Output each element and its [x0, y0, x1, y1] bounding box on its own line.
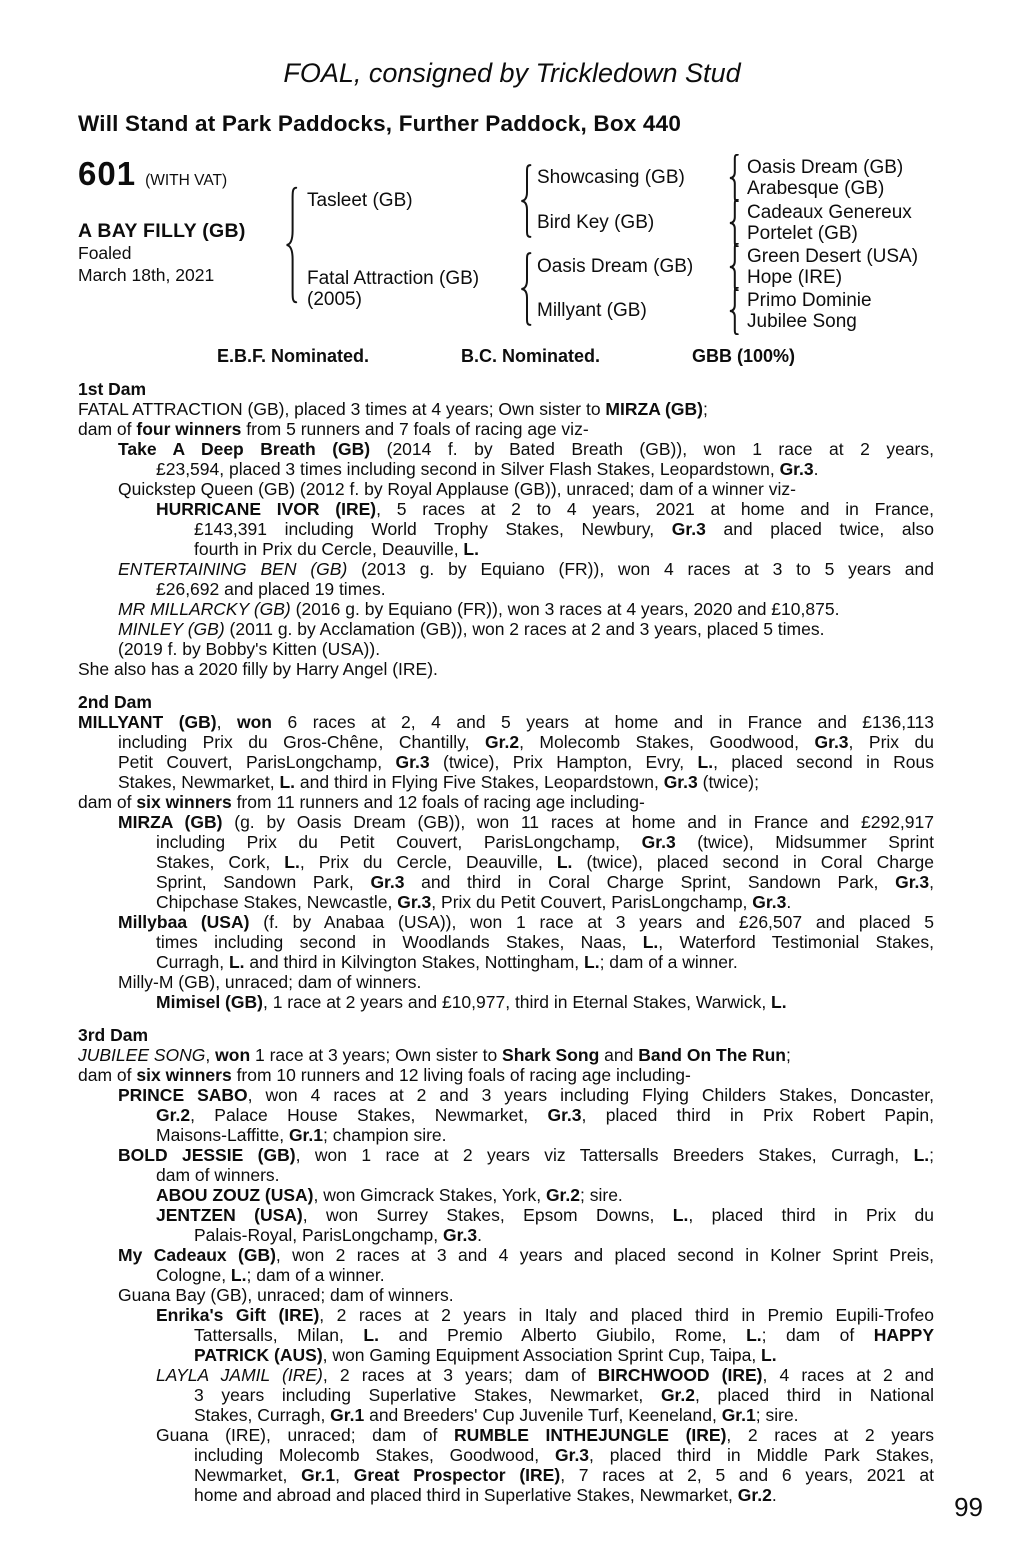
dam-dam-sire: Primo Dominie: [747, 290, 872, 311]
text-line: Tattersalls, Milan, L. and Premio Alberto Giubilo, Rome, L.; dam of HAPPY: [194, 1325, 935, 1345]
text-line: PRINCE SABO, won 4 races at 2 and 3 years including Flying Childers Stakes, Doncaster,: [118, 1085, 934, 1105]
text-line: £23,594, placed 3 times including second in Silver Flash Stakes, Leopardstown, Gr.3.: [156, 459, 819, 479]
text-line: dam of six winners from 11 runners and 12 foals of racing age including-: [78, 792, 645, 812]
text-line: dam of six winners from 10 runners and 12 living foals of racing age including-: [78, 1065, 691, 1085]
dam-heading: 1st Dam: [78, 379, 147, 399]
text-line: JENTZEN (USA), won Surrey Stakes, Epsom Downs, L., placed third in Prix du: [156, 1205, 934, 1225]
text-line: dam of winners.: [156, 1165, 280, 1185]
text-line: Sprint, Sandown Park, Gr.3 and third in Coral Charge Sprint, Sandown Park, Gr.3,: [156, 872, 935, 892]
text-line: Stakes, Newmarket, L. and third in Flying Five Stakes, Leopardstown, Gr.3 (twice);: [118, 772, 759, 792]
horse-entry: [78, 1185, 934, 1205]
text-line: home and abroad and placed third in Superlative Stakes, Newmarket, Gr.2.: [194, 1485, 777, 1505]
horse-entry: [78, 1245, 934, 1285]
text-line: MINLEY (GB) (2011 g. by Acclamation (GB)), won 2 races at 2 and 3 years, placed 5 times.: [118, 619, 825, 639]
text-line: including Molecomb Stakes, Goodwood, Gr.3, placed third in Middle Park Stakes,: [194, 1445, 934, 1465]
sire-brace: [518, 164, 533, 238]
sire-dam-name: Bird Key (GB): [537, 212, 655, 233]
text-line: including Prix du Petit Couvert, ParisLongchamp, Gr.3 (twice), Midsummer Sprint: [156, 832, 934, 852]
text-line: Stakes, Cork, L., Prix du Cercle, Deauville, L. (twice), placed second in Coral Charge: [156, 852, 934, 872]
text-line: MR MILLARCKY (GB) (2016 g. by Equiano (FR)), won 3 races at 4 years, 2020 and £10,875.: [118, 599, 840, 619]
page-number: 99: [954, 1492, 983, 1522]
horse-entry: [78, 499, 934, 559]
dam-dam-dam: Jubilee Song: [747, 311, 857, 332]
text-line: FATAL ATTRACTION (GB), placed 3 times at 4 years; Own sister to MIRZA (GB);: [78, 399, 708, 419]
horse-entry: [78, 1085, 934, 1145]
text-line: MILLYANT (GB), won 6 races at 2, 4 and 5 years at home and in France and £136,113: [78, 712, 934, 732]
text-line: ABOU ZOUZ (USA), won Gimcrack Stakes, York, Gr.2; sire.: [156, 1185, 623, 1205]
horse-entry: [78, 1205, 934, 1245]
nomination-bc: B.C. Nominated.: [460, 346, 600, 366]
text-line: Quickstep Queen (GB) (2012 f. by Royal Applause (GB)), unraced; dam of a winner viz-: [118, 479, 796, 499]
dam-sire-dam: Hope (IRE): [747, 267, 843, 288]
text-line: Petit Couvert, ParisLongchamp, Gr.3 (twice), Prix Hampton, Evry, L., placed second in Rous: [118, 752, 934, 772]
vat-note: (WITH VAT): [145, 172, 228, 189]
text-line: Mimisel (GB), 1 race at 2 years and £10,977, third in Eternal Stakes, Warwick, L.: [156, 992, 787, 1012]
text-line: Maisons-Laffitte, Gr.1; champion sire.: [156, 1125, 447, 1145]
horse-name: A BAY FILLY (GB): [78, 220, 246, 242]
text-line: MIRZA (GB) (g. by Oasis Dream (GB)), won 11 races at home and in France and £292,917: [118, 812, 934, 832]
sire-sire-dam: Arabesque (GB): [747, 178, 885, 199]
dam-heading: 2nd Dam: [78, 692, 152, 712]
sire-dam-sire: Cadeaux Genereux: [747, 202, 912, 223]
dam-name: Fatal Attraction (GB): [307, 268, 480, 289]
dam-heading: 3rd Dam: [78, 1025, 149, 1045]
horse-entry: [78, 639, 934, 659]
text-line: Newmarket, Gr.1, Great Prospector (IRE), 7 races at 2, 5 and 6 years, 2021 at: [194, 1465, 935, 1485]
horse-entry: [78, 812, 934, 912]
horse-entry: [78, 972, 934, 992]
sire-dam-dam: Portelet (GB): [747, 223, 858, 244]
horse-entry: [78, 712, 934, 792]
horse-entry: [78, 912, 934, 972]
horse-entry: [78, 792, 934, 812]
horse-entry: [78, 1425, 934, 1505]
horse-entry: [78, 1365, 934, 1425]
horse-entry: [78, 1285, 934, 1305]
stand-location: Will Stand at Park Paddocks, Further Paddock, Box 440: [78, 111, 682, 136]
foaled-label: Foaled: [78, 243, 132, 263]
text-line: (2019 f. by Bobby's Kitten (USA)).: [118, 639, 381, 659]
horse-entry: [78, 1045, 934, 1065]
dam-section: [78, 379, 934, 679]
sire-sire-brace: [727, 154, 740, 202]
text-line: times including second in Woodlands Stakes, Naas, L., Waterford Testimonial Stakes,: [156, 932, 934, 952]
horse-entry: [78, 399, 934, 419]
body-text: [78, 346, 934, 1505]
horse-entry: [78, 599, 934, 619]
foaled-block: [78, 243, 214, 286]
text-line: Palais-Royal, ParisLongchamp, Gr.3.: [194, 1225, 482, 1245]
horse-entry: [78, 439, 934, 479]
horse-entry: [78, 659, 934, 679]
text-line: Gr.2, Palace House Stakes, Newmarket, Gr.3, placed third in Prix Robert Papin,: [156, 1105, 934, 1125]
text-line: Milly-M (GB), unraced; dam of winners.: [118, 972, 422, 992]
horse-entry: [78, 992, 934, 1012]
dam-section: [78, 1025, 934, 1505]
dam-dam-brace: [727, 287, 740, 335]
text-line: Chipchase Stakes, Newcastle, Gr.3, Prix du Petit Couvert, ParisLongchamp, Gr.3.: [156, 892, 792, 912]
horse-entry: [78, 1145, 934, 1185]
text-line: 3 years including Superlative Stakes, Newmarket, Gr.2, placed third in National: [194, 1385, 935, 1405]
dam-section: [78, 692, 934, 1012]
dam-year: (2005): [307, 289, 362, 310]
text-line: dam of four winners from 5 runners and 7 foals of racing age viz-: [78, 419, 589, 439]
text-line: Stakes, Curragh, Gr.1 and Breeders' Cup Juvenile Turf, Keeneland, Gr.1; sire.: [194, 1405, 799, 1425]
text-line: £26,692 and placed 19 times.: [156, 579, 386, 599]
dam-brace: [518, 252, 533, 326]
text-line: Cologne, L.; dam of a winner.: [156, 1265, 385, 1285]
text-line: including Prix du Gros-Chêne, Chantilly, Gr.2, Molecomb Stakes, Goodwood, Gr.3, Prix du: [118, 732, 934, 752]
horse-entry: [78, 479, 934, 499]
sire-sire-sire: Oasis Dream (GB): [747, 157, 904, 178]
text-line: Guana Bay (GB), unraced; dam of winners.: [118, 1285, 454, 1305]
pedigree-brace-gen1: [283, 186, 299, 304]
dam-dam-name: Millyant (GB): [537, 300, 647, 321]
text-line: Millybaa (USA) (f. by Anabaa (USA)), won 1 race at 3 years and £26,507 and placed 5: [118, 912, 934, 932]
horse-entry: [78, 619, 934, 639]
lot-line: [78, 157, 227, 190]
page-title: FOAL, consigned by Trickledown Stud: [283, 58, 741, 88]
sire-name: Tasleet (GB): [307, 190, 413, 211]
foaled-date: March 18th, 2021: [78, 264, 215, 285]
dam-sections: [78, 379, 934, 1505]
text-line: PATRICK (AUS), won Gaming Equipment Association Sprint Cup, Taipa, L.: [194, 1345, 777, 1365]
sire-sire-name: Showcasing (GB): [537, 167, 685, 188]
nominations-line: [78, 346, 934, 366]
dam-sire-name: Oasis Dream (GB): [537, 256, 694, 277]
sire-dam-brace: [727, 199, 740, 247]
text-line: HURRICANE IVOR (IRE), 5 races at 2 to 4 years, 2021 at home and in France,: [156, 499, 934, 519]
horse-entry: [78, 1305, 934, 1365]
text-line: Enrika's Gift (IRE), 2 races at 2 years in Italy and placed third in Premio Eupili-Trofeo: [156, 1305, 934, 1325]
text-line: Curragh, L. and third in Kilvington Stakes, Nottingham, L.; dam of a winner.: [156, 952, 738, 972]
horse-entry: [78, 559, 934, 599]
text-line: LAYLA JAMIL (IRE), 2 races at 3 years; dam of BIRCHWOOD (IRE), 4 races at 2 and: [156, 1365, 934, 1385]
nomination-ebf: E.B.F. Nominated.: [216, 346, 369, 366]
text-line: ENTERTAINING BEN (GB) (2013 g. by Equiano (FR)), won 4 races at 3 to 5 years and: [118, 559, 934, 579]
text-line: She also has a 2020 filly by Harry Angel (IRE).: [78, 659, 438, 679]
horse-entry: [78, 419, 934, 439]
text-line: BOLD JESSIE (GB), won 1 race at 2 years viz Tattersalls Breeders Stakes, Curragh, L.;: [118, 1145, 934, 1165]
text-line: JUBILEE SONG, won 1 race at 3 years; Own sister to Shark Song and Band On The Run;: [78, 1045, 791, 1065]
text-line: Take A Deep Breath (GB) (2014 f. by Bated Breath (GB)), won 1 race at 2 years,: [118, 439, 934, 459]
text-line: Guana (IRE), unraced; dam of RUMBLE INTHEJUNGLE (IRE), 2 races at 2 years: [156, 1425, 934, 1445]
nomination-gbb: GBB (100%): [692, 346, 796, 366]
text-line: £143,391 including World Trophy Stakes, Newbury, Gr.3 and placed twice, also: [194, 519, 934, 539]
text-line: My Cadeaux (GB), won 2 races at 3 and 4 years and placed second in Kolner Sprint Preis,: [118, 1245, 934, 1265]
dam-sire-brace: [727, 243, 740, 291]
dam-sire-sire: Green Desert (USA): [747, 246, 919, 267]
text-line: fourth in Prix du Cercle, Deauville, L.: [194, 539, 479, 559]
lot-number: 601: [78, 155, 137, 192]
horse-entry: [78, 1065, 934, 1085]
